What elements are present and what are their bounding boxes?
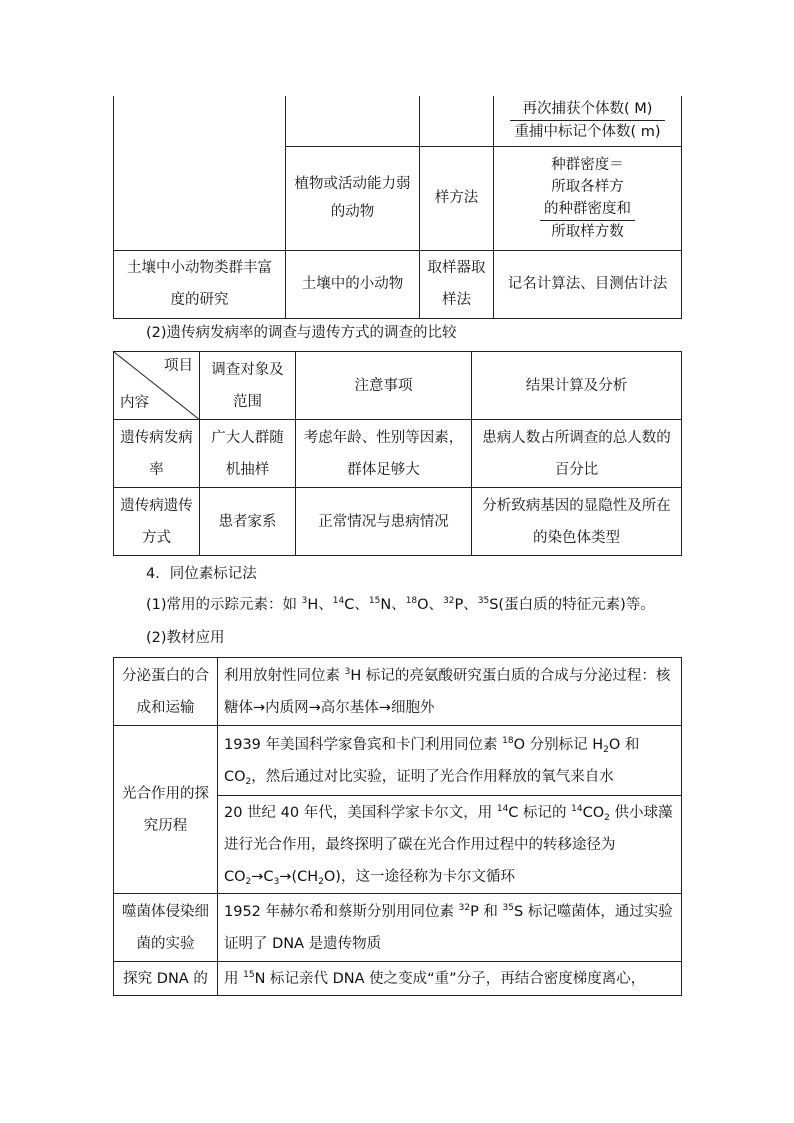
table-cell: 患者家系 xyxy=(200,488,296,556)
fraction-formula: $\frac{\text{再次捕获个体数( M)}}{\text{重捕中标记个体数( m)}}$ xyxy=(510,98,664,143)
table-cell: 遗传病发病率 xyxy=(114,420,200,488)
table-cell xyxy=(420,96,494,146)
column-header: 结果计算及分析 xyxy=(472,352,682,420)
table-cell: 考虑年龄、性别等因素，群体足够大 xyxy=(296,420,472,488)
genetic-disease-table xyxy=(113,351,682,556)
section-heading: (2)教材应用 xyxy=(146,630,225,646)
isotope-applications-table xyxy=(113,657,682,996)
table-cell: 分析致病基因的显隐性及所在的染色体类型 xyxy=(472,488,682,556)
table-cell: 患病人数占所调查的总人数的百分比 xyxy=(472,420,682,488)
population-methods-table xyxy=(113,96,682,319)
table-cell xyxy=(286,96,420,146)
diagonal-header-cell: 项目 内容 xyxy=(114,352,200,420)
row-label: 噬菌体侵染细菌的实验 xyxy=(114,894,218,962)
column-header: 注意事项 xyxy=(296,352,472,420)
row-label: 探究 DNA 的 xyxy=(114,962,218,996)
row-label: 光合作用的探究历程 xyxy=(114,726,218,894)
tracer-elements-paragraph: (1)常用的示踪元素：如 $^3$H、$^{14}$C、$^{15}$N、$^{18}$O、$^{32}$P、$^{35}$S(蛋白质的特征元素)等。 xyxy=(146,596,655,613)
table-cell: 20 世纪 40 年代，美国科学家卡尔文，用 $^{14}$C 标记的 $^{14}CO_2$ 供小球藻进行光合作用，最终探明了碳在光合作用过程中的转移途径为 $CO_2\to C_3\to(CH_2O)$，这一途径称为卡尔文循环 xyxy=(218,796,682,894)
table-cell: 植物或活动能力弱的动物 xyxy=(286,146,420,250)
table-cell: 土壤中的小动物 xyxy=(286,250,420,318)
table-cell: 用 $^{15}$N 标记亲代 DNA 使之变成“重”分子，再结合密度梯度离心， xyxy=(218,962,682,996)
table-cell: 正常情况与患病情况 xyxy=(296,488,472,556)
table-cell: 记名计算法、目测估计法 xyxy=(494,250,682,318)
table-cell: 利用放射性同位素 $^3$H 标记的亮氨酸研究蛋白质的合成与分泌过程：核糖体→内质网→高尔基体→细胞外 xyxy=(218,658,682,726)
table-cell xyxy=(114,96,286,250)
table-cell: 1939 年美国科学家鲁宾和卡门利用同位素 $^{18}$O 分别标记 $H_2O$ 和 $CO_2$，然后通过对比实验，证明了光合作用释放的氧气来自水 xyxy=(218,726,682,796)
table-cell: 取样器取样法 xyxy=(420,250,494,318)
column-header: 调查对象及范围 xyxy=(200,352,296,420)
table-cell: 样方法 xyxy=(420,146,494,250)
table-cell xyxy=(494,96,682,146)
table-cell: 广大人群随机抽样 xyxy=(200,420,296,488)
table-cell: 遗传病遗传方式 xyxy=(114,488,200,556)
row-label: 分泌蛋白的合成和运输 xyxy=(114,658,218,726)
density-formula: 种群密度＝ 所取各样方 $\frac{\text{的种群密度和}}{\text{所取样方数}}$ xyxy=(494,146,682,250)
section-heading: 4．同位素标记法 xyxy=(146,566,257,582)
section-heading: (2)遗传病发病率的调查与遗传方式的调查的比较 xyxy=(146,325,457,341)
table-cell: 土壤中小动物类群丰富度的研究 xyxy=(114,250,286,318)
table-cell: 1952 年赫尔希和蔡斯分别用同位素 $^{32}$P 和 $^{35}$S 标记噬菌体，通过实验证明了 DNA 是遗传物质 xyxy=(218,894,682,962)
